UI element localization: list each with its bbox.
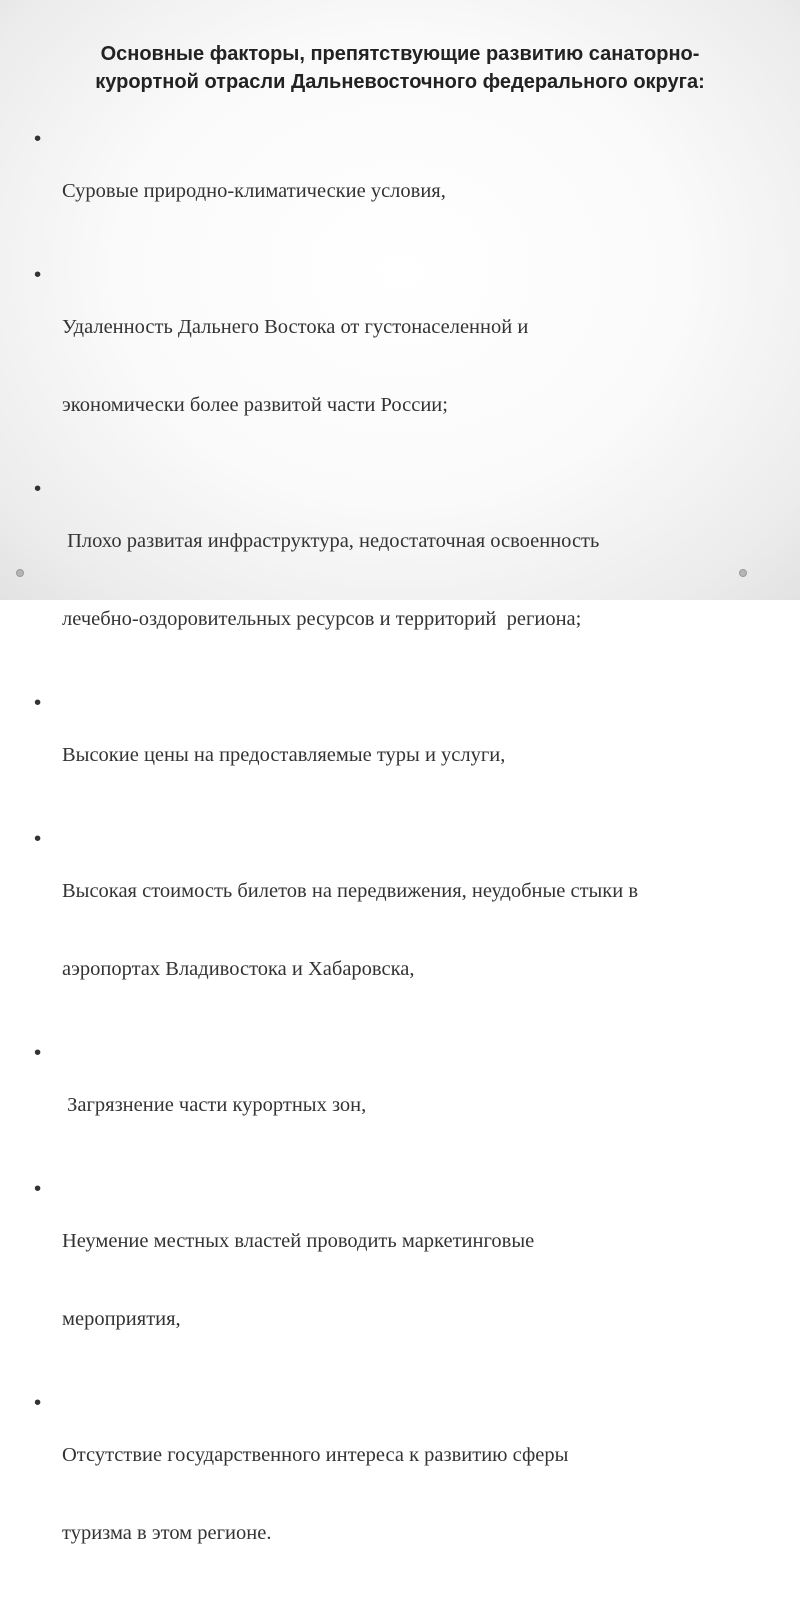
bullet-icon: • [34, 1177, 42, 1200]
bullet-item [30, 1176, 770, 1384]
bullet-item [30, 1390, 770, 1598]
bullet-icon: • [34, 1041, 42, 1064]
bullet-icon: • [34, 691, 42, 714]
bullet-text-line: Высокие цены на предоставляемые туры и услуги, [62, 744, 506, 766]
bullet-text [62, 690, 770, 820]
slide-title [40, 40, 760, 96]
bullet-text-line: Удаленность Дальнего Востока от густонаселенной и [62, 316, 529, 338]
bullet-text [62, 1040, 770, 1170]
bullet-text [62, 826, 770, 1034]
bullet-text-line: туризма в этом регионе. [62, 1522, 272, 1544]
bullet-text [62, 126, 770, 256]
corner-dot-left-icon [16, 569, 24, 577]
bullet-item [30, 690, 770, 820]
bullet-text-line: Высокая стоимость билетов на передвижения, неудобные стыки в [62, 880, 639, 902]
bullet-text-line: Плохо развитая инфраструктура, недостаточная освоенность [62, 530, 600, 552]
bullet-text-line: экономически более развитой части России; [62, 394, 448, 416]
bullet-item [30, 826, 770, 1034]
bullet-text-line: Суровые природно-климатические условия, [62, 180, 446, 202]
bullet-item [30, 1040, 770, 1170]
bullet-text [62, 262, 770, 470]
bullet-text-line: Отсутствие государственного интереса к развитию сферы [62, 1444, 569, 1466]
corner-dot-right-icon [739, 569, 747, 577]
bullet-text-line: Загрязнение части курортных зон, [62, 1094, 367, 1116]
bullet-item [30, 262, 770, 470]
slide-title-line-1: Основные факторы, препятствующие развитию санаторно- [100, 43, 700, 65]
bullet-icon: • [34, 827, 42, 850]
bullet-icon: • [34, 1391, 42, 1414]
bullet-icon: • [34, 477, 42, 500]
bullet-text-line: лечебно-оздоровительных ресурсов и территорий региона; [62, 608, 582, 630]
bullet-text-line: Неумение местных властей проводить маркетинговые [62, 1230, 535, 1252]
bullet-text [62, 1390, 770, 1598]
bullet-item [30, 126, 770, 256]
slide-title-line-2: курортной отрасли Дальневосточного федерального округа: [95, 71, 705, 93]
bullet-text [62, 1176, 770, 1384]
bullet-icon: • [34, 263, 42, 286]
bullet-text-line: аэропортах Владивостока и Хабаровска, [62, 958, 415, 980]
bullet-icon: • [34, 127, 42, 150]
bullet-text [62, 476, 770, 684]
bullet-item [30, 476, 770, 684]
bullet-list [30, 126, 770, 1604]
bullet-text-line: мероприятия, [62, 1308, 181, 1330]
